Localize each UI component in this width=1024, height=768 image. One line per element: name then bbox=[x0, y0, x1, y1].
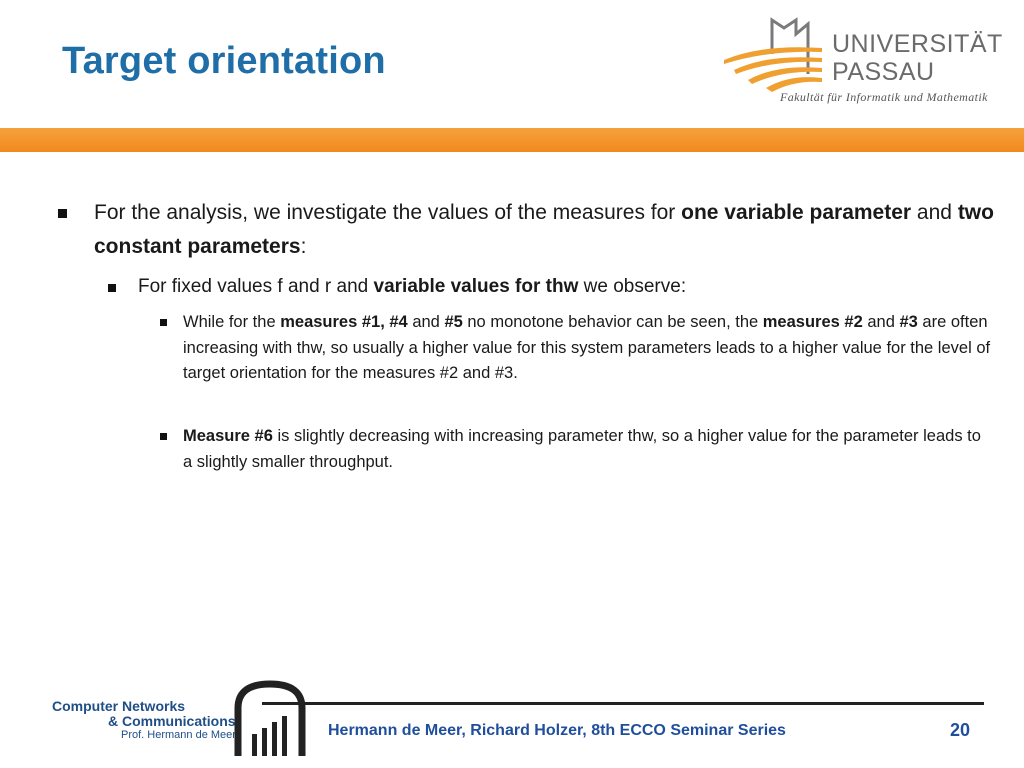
university-name-line1: UNIVERSITÄT bbox=[832, 30, 1003, 58]
bullet2-text-2: we observe: bbox=[578, 276, 687, 297]
cnc-arch-icon bbox=[230, 678, 310, 760]
bullet1-text-1: For the analysis, we investigate the values of the measures for bbox=[94, 201, 682, 224]
bullet1-text-2: and bbox=[911, 201, 958, 224]
bullet3a-bold-1: measures #1, #4 bbox=[280, 313, 408, 331]
footer-authors: Hermann de Meer, Richard Holzer, 8th ECCO Seminar Series bbox=[328, 722, 786, 739]
bullet2-text-1: For fixed values f and r and bbox=[138, 276, 374, 297]
bullet3a-text-2: and bbox=[407, 313, 445, 331]
university-name-line2: PASSAU bbox=[832, 58, 935, 86]
header-divider-bar bbox=[0, 128, 1024, 152]
passau-emblem-icon bbox=[722, 14, 832, 94]
cnc-line3: Prof. Hermann de Meer bbox=[121, 729, 236, 741]
bullet-level1 bbox=[94, 196, 994, 264]
bullet3a-text-3: no monotone behavior can be seen, the bbox=[462, 313, 763, 331]
bullet3a-bold-3: measures #2 bbox=[762, 313, 863, 331]
bullet-level1-marker bbox=[58, 209, 67, 218]
bullet3b-bold-1: Measure #6 bbox=[183, 427, 273, 445]
bullet-level3-measure6 bbox=[183, 424, 993, 475]
bullet3b-text-2: is slightly decreasing with increasing parameter thw, so a higher value for the parameter leads to a slightly smaller throughput. bbox=[183, 427, 981, 471]
cnc-line2: & Communications bbox=[108, 713, 236, 729]
bullet-level3-monotone bbox=[183, 310, 993, 387]
faculty-name: Fakultät für Informatik und Mathematik bbox=[780, 90, 988, 104]
bullet1-bold-2: two constant parameters bbox=[94, 201, 994, 258]
university-passau-logo bbox=[722, 14, 1003, 110]
bullet1-bold-1: one variable parameter bbox=[681, 201, 912, 224]
slide-title: Target orientation bbox=[62, 40, 386, 82]
bullet2-bold-1: variable values for thw bbox=[373, 276, 579, 297]
page-number: 20 bbox=[950, 720, 971, 740]
bullet-level2-marker bbox=[108, 284, 116, 292]
cnc-group-logo bbox=[50, 678, 310, 760]
bullet3a-text-5: are often increasing with thw, so usually a higher value for this system parameters leads to a higher value for the level of target orientation for the measures #2 and #3. bbox=[183, 313, 991, 382]
bullet-level3-marker bbox=[160, 319, 167, 326]
cnc-line1: Computer Networks bbox=[52, 698, 186, 714]
bullet-level3-marker bbox=[160, 433, 167, 440]
bullet3a-bold-2: #5 bbox=[444, 313, 463, 331]
bullet3a-text-1: While for the bbox=[183, 313, 281, 331]
bullet1-text-3: : bbox=[300, 235, 307, 258]
footer-divider bbox=[262, 702, 984, 705]
bullet3a-text-4: and bbox=[862, 313, 900, 331]
bullet-level2 bbox=[138, 273, 998, 301]
bullet3a-bold-4: #3 bbox=[899, 313, 918, 331]
